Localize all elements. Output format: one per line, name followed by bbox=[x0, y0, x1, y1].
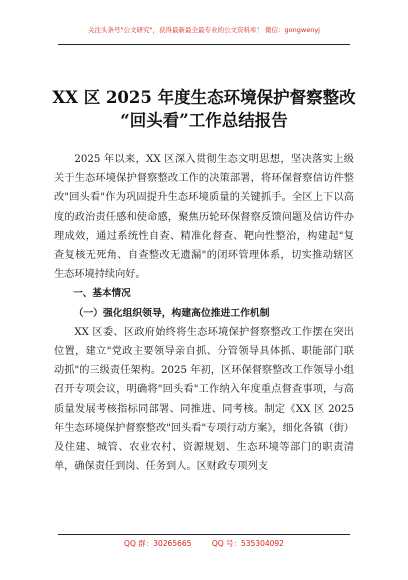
document-title bbox=[40, 86, 368, 132]
footer-qq-group: QQ 群：30265665 bbox=[124, 539, 192, 548]
title-line-2: “回头看”工作总结报告 bbox=[120, 111, 288, 130]
section-heading: 一、基本情况 bbox=[73, 288, 131, 300]
header-divider bbox=[58, 44, 350, 45]
subsection-heading: （一）强化组织领导，构建高位推进工作机制 bbox=[73, 307, 270, 319]
intro-paragraph: 2025 年以来，XX 区深入贯彻生态文明思想，坚决落实上级关于生态环境保护督察整改工作的决策部署，将环保督察信访件整改"回头看"作为巩固提升生态环境质量的关键抓手。全区上下以高度的政治责任感和使命感，聚焦历轮环保督察反馈问题及信访件办理成效，通过系统性自查、精准化督查、靶向性整治，构建起"复查复核无死角、自查整改无遗漏"的闭环管理体系，切实推动辖区生态环境持续向好。 bbox=[54, 154, 354, 281]
footer-divider bbox=[58, 534, 350, 535]
header-promo-note: 关注头条号"公文研究"，获得最新最全最专业的公文资料库！ 微信：gongwenyj bbox=[88, 26, 320, 34]
footer-qq-number: QQ 号：535304092 bbox=[211, 539, 284, 548]
footer-contact bbox=[0, 539, 408, 549]
body-paragraph: XX 区委、区政府始终将生态环境保护督察整改工作摆在突出位置，建立"党政主要领导亲自抓、分管领导具体抓、职能部门联动抓"的三级责任架构。2025 年初，区环保督察整改工作领导小组召开专项会议，明确将"回头看"工作纳入年度重点督查事项，与高质量发展考核指标同部署、同推进、同考核。制定《XX 区 2025 年生态环境保护督察整改"回头看"专项行动方案》，细化各镇（街）及住建、城管、农业农村、资源规划、生态环境等部门的职责清单，确保责任到岗、任务到人。区财政专项列支 bbox=[54, 326, 354, 473]
title-line-1: XX 区 2025 年度生态环境保护督察整改 bbox=[52, 88, 356, 107]
document-body bbox=[54, 150, 354, 476]
